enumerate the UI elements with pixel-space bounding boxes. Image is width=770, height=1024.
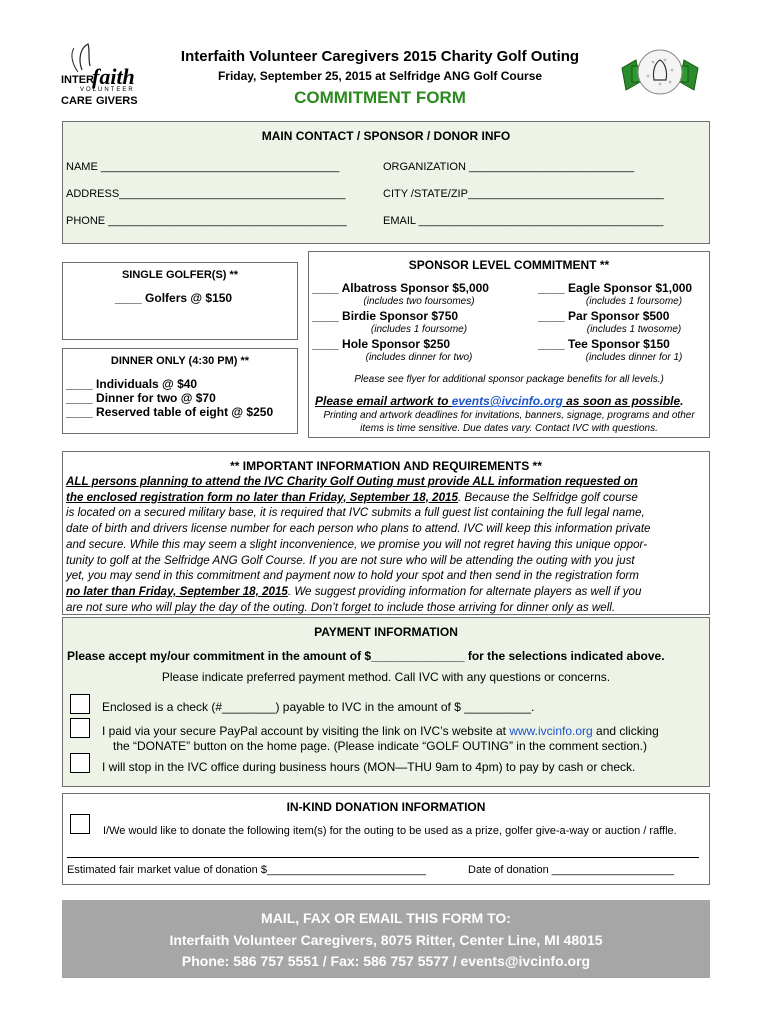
important-line8 — [66, 584, 651, 600]
flyer-note: Please see flyer for additional sponsor package benefits for all levels.) — [354, 374, 664, 385]
birdie-note: (includes 1 foursome) — [370, 324, 468, 335]
important-line5: and secure. While this may seem a slight inconvenience, we promise you will not regret having this unique oppor- — [66, 537, 648, 551]
important-line7: yet, you may send in this commitment and payment now to hold your spot and then send in the registration form — [66, 569, 639, 583]
organization-field[interactable]: ORGANIZATION ___________________________ — [383, 161, 635, 173]
par-note: (includes 1 twosome) — [586, 324, 682, 335]
office-payment-label: I will stop in the IVC office during business hours (MON—THU 9am to 4pm) to pay by cash or check. — [102, 760, 636, 774]
name-field[interactable]: NAME _______________________________________ — [66, 161, 340, 173]
eagle-sponsor[interactable]: ____ Eagle Sponsor $1,000 — [538, 281, 693, 295]
event-title: Interfaith Volunteer Caregivers 2015 Charity Golf Outing — [180, 48, 580, 65]
birdie-sponsor[interactable]: ____ Birdie Sponsor $750 — [312, 309, 459, 323]
golf-ball-emblem — [620, 40, 700, 110]
golfer-section — [62, 262, 298, 340]
mail-to-address: Interfaith Volunteer Caregivers, 8075 Ritter, Center Line, MI 48015 — [169, 932, 603, 948]
email-field[interactable]: EMAIL ________________________________________ — [383, 215, 664, 227]
mail-to-banner — [62, 900, 710, 978]
dinner-section — [62, 348, 298, 434]
logo-inter: INTER — [61, 74, 94, 86]
mail-to-contact: Phone: 586 757 5551 / Fax: 586 757 5577 / events@ivcinfo.org — [181, 953, 591, 969]
logo-givers: GIVERS — [96, 95, 138, 107]
important-line6: tunity to golf at the Selfridge ANG Golf Course. If you are not sure who will be attending the outing with you just — [66, 553, 635, 567]
artwork-post: as soon as possible — [562, 394, 681, 408]
dinner-table-of-eight[interactable]: ____ Reserved table of eight @ $250 — [66, 405, 274, 419]
inkind-section — [62, 793, 710, 885]
par-sponsor[interactable]: ____ Par Sponsor $500 — [538, 309, 670, 323]
important-body — [66, 474, 651, 615]
ivc-logo — [60, 40, 140, 114]
important-line8-rest: . We suggest providing information for alternate players as well if you — [287, 584, 642, 598]
sponsor-heading: SPONSOR LEVEL COMMITMENT ** — [408, 258, 610, 272]
important-section — [62, 451, 710, 615]
golf-ball-icon — [620, 40, 700, 110]
albatross-sponsor[interactable]: ____ Albatross Sponsor $5,000 — [312, 281, 489, 295]
dinner-for-two[interactable]: ____ Dinner for two @ $70 — [66, 391, 216, 405]
contact-heading: MAIN CONTACT / SPONSOR / DONOR INFO — [261, 129, 511, 143]
tee-note: (includes dinner for 1) — [585, 352, 683, 363]
artwork-dot: . — [680, 394, 684, 408]
eagle-note: (includes 1 foursome) — [585, 296, 683, 307]
important-line2 — [66, 490, 651, 506]
paypal-payment-label — [102, 724, 659, 738]
donation-label: I/We would like to donate the following item(s) for the outing to be used as a prize, golfer give-a-way or auction / raffle. — [103, 825, 677, 837]
golfer-heading: SINGLE GOLFER(S) ** — [121, 269, 239, 281]
city-state-zip-field[interactable]: CITY /STATE/ZIP________________________________ — [383, 188, 664, 200]
inkind-heading: IN-KIND DONATION INFORMATION — [286, 800, 486, 814]
payment-heading: PAYMENT INFORMATION — [314, 625, 458, 639]
important-line4: date of birth and drivers license number for each person who plans to attend. IVC will keep this information private — [66, 522, 651, 536]
payment-instructions: Please indicate preferred payment method. Call IVC with any questions or concerns. — [161, 670, 611, 684]
artwork-email-link[interactable]: events@ivcinfo.org — [451, 394, 563, 408]
donation-checkbox[interactable] — [70, 814, 90, 834]
form-title: COMMITMENT FORM — [294, 88, 466, 107]
contact-section — [62, 121, 710, 244]
check-payment-label: Enclosed is a check (#________) payable to IVC in the amount of $ __________. — [102, 700, 535, 714]
artwork-line — [315, 394, 684, 408]
important-heading: ** IMPORTANT INFORMATION AND REQUIREMENTS ** — [230, 459, 542, 473]
paypal-post: and clicking — [592, 724, 659, 738]
commitment-amount-line[interactable]: Please accept my/our commitment in the amount of $______________ for the selections indicated above. — [67, 649, 665, 663]
donation-description-line[interactable] — [67, 857, 699, 858]
important-line9: are not sure who will play the day of the outing. Don’t forget to include those arriving for dinner only as well. — [66, 600, 616, 614]
artwork-pre: Please email artwork to — [315, 394, 452, 408]
office-payment-checkbox[interactable] — [70, 753, 90, 773]
address-field[interactable]: ADDRESS_____________________________________ — [66, 188, 346, 200]
important-line3: is located on a secured military base, it is required that IVC submits a full guest list containing the full legal name, — [66, 506, 645, 520]
important-line2-rest: . Because the Selfridge golf course — [457, 490, 638, 504]
dinner-heading: DINNER ONLY (4:30 PM) ** — [110, 355, 250, 367]
mail-to-heading: MAIL, FAX OR EMAIL THIS FORM TO: — [261, 910, 511, 926]
donation-value-field[interactable]: Estimated fair market value of donation $__________________________ — [67, 864, 426, 876]
event-subtitle: Friday, September 25, 2015 at Selfridge ANG Golf Course — [217, 69, 543, 83]
golfers-line[interactable]: ____ Golfers @ $150 — [115, 291, 233, 305]
check-payment-checkbox[interactable] — [70, 694, 90, 714]
important-line1: ALL persons planning to attend the IVC Charity Golf Outing must provide ALL information requested on — [66, 475, 638, 488]
logo-faith: faith — [92, 64, 135, 89]
paypal-pre: I paid via your secure PayPal account by visiting the link on IVC’s website at — [102, 724, 510, 738]
paypal-payment-checkbox[interactable] — [70, 718, 90, 738]
paypal-payment-label-2: the “DONATE” button on the home page. (Please indicate “GOLF OUTING” in the comment section.) — [113, 739, 647, 753]
albatross-note: (includes two foursomes) — [363, 296, 475, 307]
dinner-individuals[interactable]: ____ Individuals @ $40 — [66, 377, 198, 391]
deadline-note: Printing and artwork deadlines for invitations, banners, signage, programs and other items is time sensitive. Due dates vary. Contact IVC with questions. — [323, 410, 695, 434]
donation-date-field[interactable]: Date of donation ____________________ — [468, 864, 675, 876]
important-deadline-1: the enclosed registration form no later than Friday, September 18, 2015 — [66, 490, 458, 504]
tee-sponsor[interactable]: ____ Tee Sponsor $150 — [538, 337, 670, 351]
phone-field[interactable]: PHONE _______________________________________ — [66, 215, 347, 227]
sponsor-section — [308, 251, 710, 438]
hole-note: (includes dinner for two) — [365, 352, 473, 363]
ivcinfo-link[interactable]: www.ivcinfo.org — [509, 724, 593, 738]
logo-care: CARE — [61, 95, 93, 107]
payment-section — [62, 617, 710, 787]
logo-volunteer: VOLUNTEER — [80, 87, 135, 93]
hole-sponsor[interactable]: ____ Hole Sponsor $250 — [312, 337, 451, 351]
important-deadline-2: no later than Friday, September 18, 2015 — [66, 584, 288, 598]
